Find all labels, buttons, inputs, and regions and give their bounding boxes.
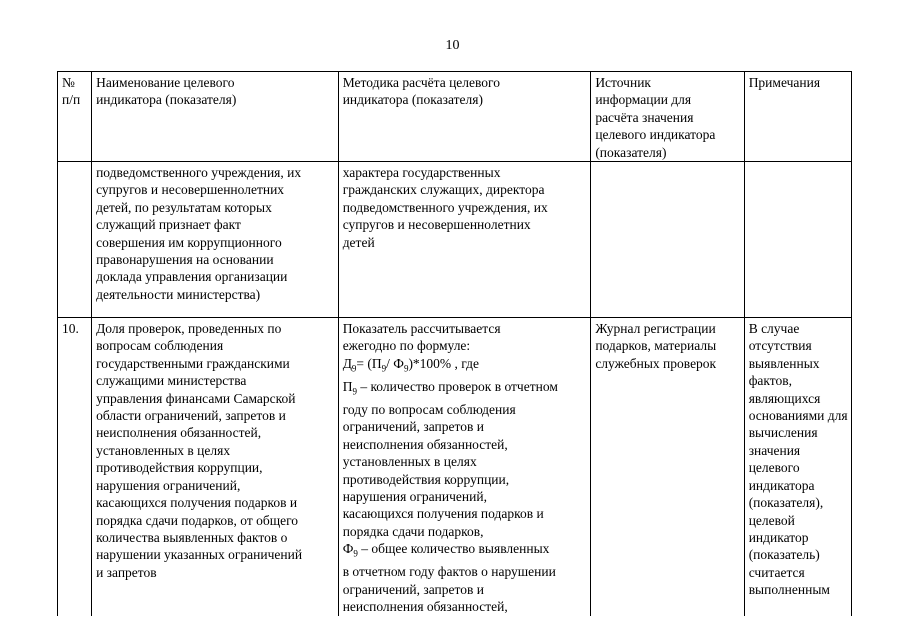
table-header-row: [58, 72, 852, 162]
table-row-continuation: [58, 162, 852, 318]
header-notes: Примечания: [744, 72, 851, 162]
cell-notes-empty: [744, 162, 851, 318]
header-calculation-method: Методика расчёта целевого индикатора (показателя): [338, 72, 591, 162]
table-row-10: [58, 318, 852, 616]
header-indicator-name: Наименование целевого индикатора (показателя): [92, 72, 339, 162]
cell-source-empty: [591, 162, 744, 318]
p-definition-line: $П_9$ – количество проверок в отчетном: [342, 378, 558, 397]
header-information-source: Источник информации для расчёта значения целевого индикатора (показателя): [591, 72, 744, 162]
cell-row-number: 10.: [58, 318, 92, 616]
indicators-table: [57, 71, 852, 616]
cell-indicator-name: Доля проверок, проведенных по вопросам соблюдения государственными гражданскими служащими министерства управления финансами Самарской области ограничений, запретов и неисполнения обязанностей, установленных в целях противодействия коррупции, нарушения ограничений, касающихся получения подарков и порядка сдачи подарков, от общего количества выявленных фактов о нарушении указанных ограничений и запретов: [92, 318, 339, 616]
header-number: № п/п: [58, 72, 92, 162]
cell-calculation-method: характера государственных гражданских служащих, директора подведомственного учреждения, их супругов и несовершеннолетних детей: [338, 162, 591, 318]
cell-indicator-name: подведомственного учреждения, их супругов и несовершеннолетних детей, по результатам которых служащий признает факт совершения им коррупционного правонарушения на основании доклада управления организации деятельности министерства): [92, 162, 339, 318]
cell-notes: В случае отсутствия выявленных фактов, являющихся основаниями для вычисления значения целевого индикатора (показателя), целевой индикатор (показатель) считается выполненным: [744, 318, 851, 616]
cell-number-empty: [58, 162, 92, 318]
formula-line: $Д_9= (П_9/$ $Ф_9)*100\%$ , где: [342, 355, 480, 374]
f-definition-line: $Ф_9$ – общее количество выявленных: [342, 541, 550, 559]
cell-information-source: Журнал регистрации подарков, материалы служебных проверок: [591, 318, 744, 616]
page-number: 10: [445, 38, 460, 53]
cell-calculation-method: Показатель рассчитывается ежегодно по формуле: $Д_9= (П_9/$ $Ф_9)*100\%$ , где $П_9$ – количество проверок в отчетном году по вопросам соблюдения ограничений, запретов и неисполнения обязанностей, установленных в целях противодействия коррупции, нарушения ограничений, касающихся получения подарков и порядка сдачи подарков, $Ф_9$ – общее количество выявленных в отчетном году фактов о нарушении ограничений, запретов и неисполнения обязанностей,: [338, 318, 591, 616]
